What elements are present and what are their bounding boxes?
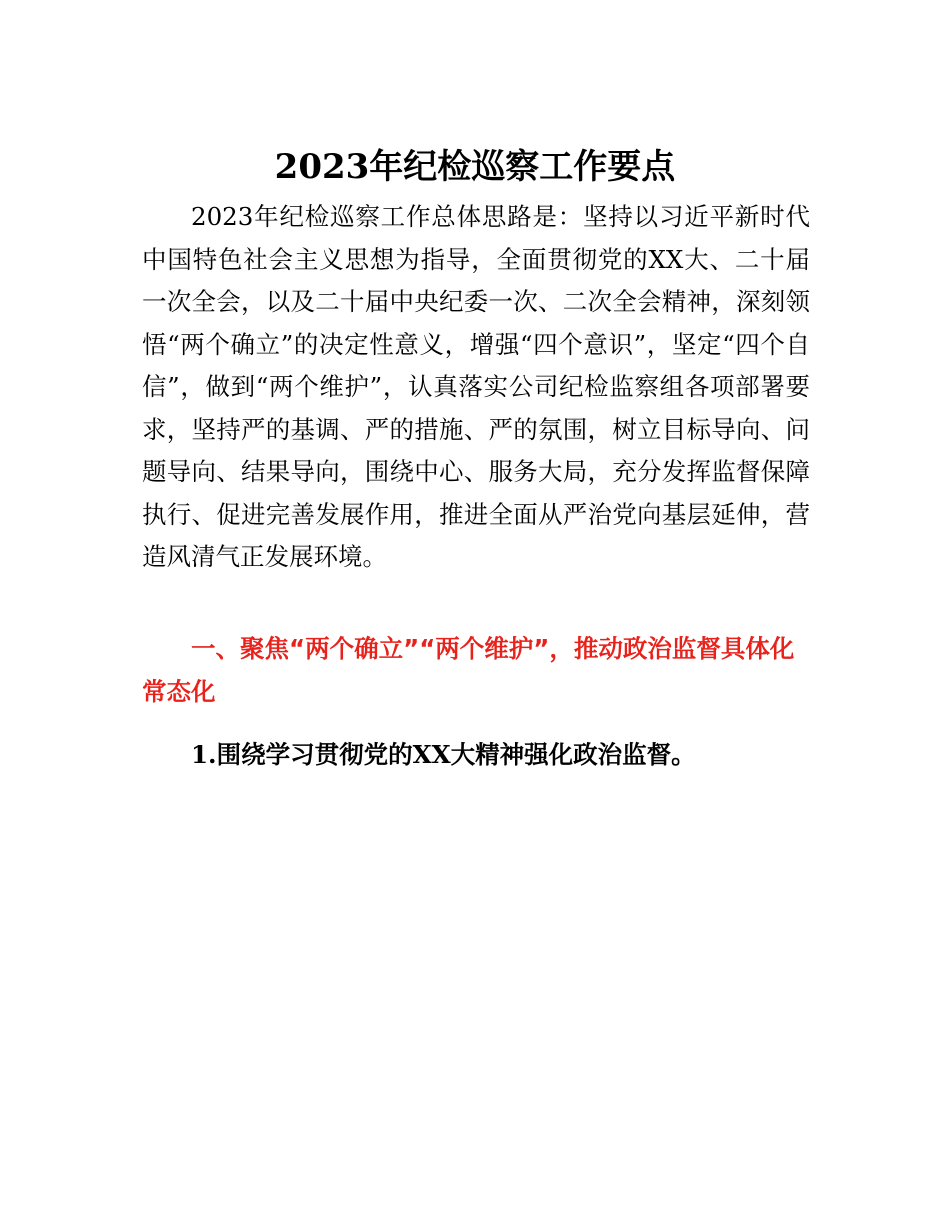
intro-paragraph: 2023年纪检巡察工作总体思路是：坚持以习近平新时代中国特色社会主义思想为指导，全面贯彻党的XX大、二十届一次全会，以及二十届中央纪委一次、二次全会精神，深刻领悟“两个确立”的决定性意义，增强“四个意识”，坚定“四个自信”，做到“两个维护”，认真落实公司纪检监察组各项部署要求，坚持严的基调、严的措施、严的氛围，树立目标导向、问题导向、结果导向，围绕中心、服务大局，充分发挥监督保障执行、促进完善发展作用，推进全面从严治党向基层延伸，营造风清气正发展环境。 bbox=[142, 202, 810, 571]
item-heading-1: 1.围绕学习贯彻党的XX大精神强化政治监督。 bbox=[191, 740, 696, 769]
section-heading-1: 一、聚焦“两个确立”“两个维护”，推动政治监督具体化常态化 bbox=[142, 634, 795, 706]
document-title: 2023年纪检巡察工作要点 bbox=[274, 147, 676, 187]
